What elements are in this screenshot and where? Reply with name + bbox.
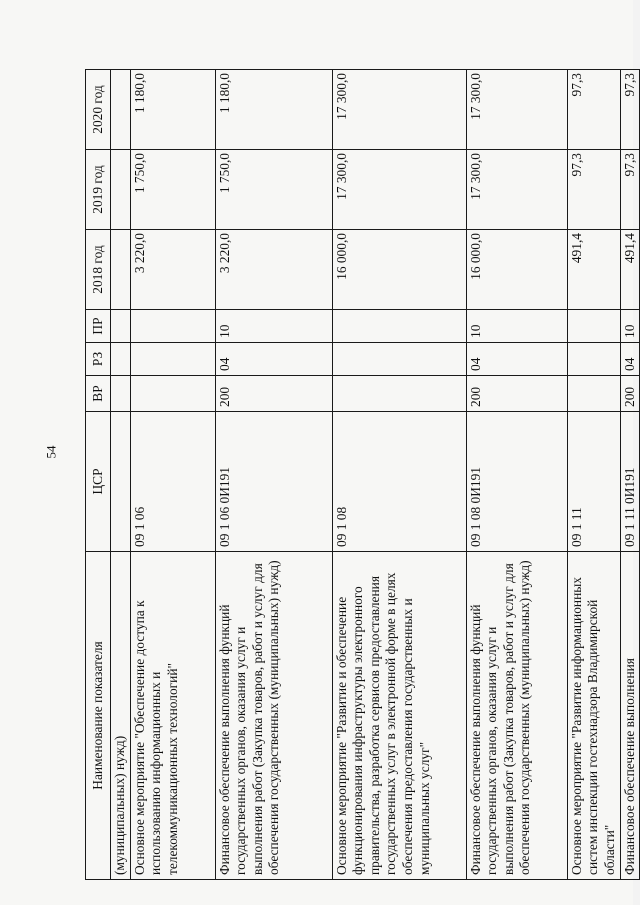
page-number: 54 [43, 445, 59, 459]
row-pr [332, 310, 466, 343]
row-vr: 200 [215, 376, 332, 412]
row-2019: 17 300,0 [332, 150, 466, 230]
row-2019: 97,3 [620, 150, 640, 230]
row-2018: 16 000,0 [466, 230, 567, 310]
row-2018: 3 220,0 [215, 230, 332, 310]
table-row [620, 70, 640, 880]
header-csr: ЦСР [86, 412, 111, 552]
table-row [332, 70, 466, 880]
table-row [567, 70, 620, 880]
table-row-continuation [111, 70, 131, 880]
row-pr [130, 310, 215, 343]
row-2020: 1 180,0 [130, 70, 215, 150]
row-2020: 1 180,0 [215, 70, 332, 150]
header-2018: 2018 год [86, 230, 111, 310]
header-2019: 2019 год [86, 150, 111, 230]
header-name: Наименование показателя [86, 552, 111, 880]
row-name: Основное мероприятие "Обеспечение доступа к использованию информационных и телекоммуникационных технологий" [130, 552, 215, 880]
continuation-text: (муниципальных) нужд) [111, 552, 131, 880]
row-csr: 09 1 08 [332, 412, 466, 552]
row-csr: 09 1 08 0И191 [466, 412, 567, 552]
header-pr: ПР [86, 310, 111, 343]
row-name: Финансовое обеспечение выполнения [620, 552, 640, 880]
row-2018: 491,4 [620, 230, 640, 310]
header-rz: РЗ [86, 343, 111, 376]
row-name: Основное мероприятие "Развитие и обеспечение функционирования инфраструктуры электронного правительства, разработка сервисов предоставления государственных услуг в электронной форме в целях обеспечения предоставления государственных и муниципальных услуг" [332, 552, 466, 880]
row-2018: 16 000,0 [332, 230, 466, 310]
row-rz: 04 [620, 343, 640, 376]
row-2018: 3 220,0 [130, 230, 215, 310]
table-row [215, 70, 332, 880]
table-row [130, 70, 215, 880]
rotated-table-container [85, 70, 637, 880]
row-2019: 1 750,0 [215, 150, 332, 230]
row-rz: 04 [466, 343, 567, 376]
row-2020: 97,3 [620, 70, 640, 150]
row-vr: 200 [620, 376, 640, 412]
row-csr: 09 1 06 [130, 412, 215, 552]
row-vr: 200 [466, 376, 567, 412]
row-rz: 04 [215, 343, 332, 376]
budget-table [85, 69, 640, 880]
row-csr: 09 1 06 0И191 [215, 412, 332, 552]
row-pr [567, 310, 620, 343]
row-pr: 10 [620, 310, 640, 343]
row-name: Финансовое обеспечение выполнения функций государственных органов, оказания услуг и выполнения работ (Закупка товаров, работ и услуг для обеспечения государственных (муниципальных) нужд) [215, 552, 332, 880]
table-header-row [86, 70, 111, 880]
row-pr: 10 [466, 310, 567, 343]
row-csr: 09 1 11 0И191 [620, 412, 640, 552]
row-2020: 97,3 [567, 70, 620, 150]
header-vr: ВР [86, 376, 111, 412]
row-2019: 1 750,0 [130, 150, 215, 230]
row-2019: 97,3 [567, 150, 620, 230]
row-rz [130, 343, 215, 376]
row-rz [332, 343, 466, 376]
row-csr: 09 1 11 [567, 412, 620, 552]
row-2020: 17 300,0 [466, 70, 567, 150]
row-vr [130, 376, 215, 412]
row-vr [332, 376, 466, 412]
row-2020: 17 300,0 [332, 70, 466, 150]
header-2020: 2020 год [86, 70, 111, 150]
row-name: Финансовое обеспечение выполнения функций государственных органов, оказания услуг и выполнения работ (Закупка товаров, работ и услуг для обеспечения государственных (муниципальных) нужд) [466, 552, 567, 880]
row-pr: 10 [215, 310, 332, 343]
row-2019: 17 300,0 [466, 150, 567, 230]
row-vr [567, 376, 620, 412]
row-2018: 491,4 [567, 230, 620, 310]
row-name: Основное мероприятие "Развитие информационных систем инспекции гостехнадзора Владимирской области" [567, 552, 620, 880]
row-rz [567, 343, 620, 376]
table-row [466, 70, 567, 880]
